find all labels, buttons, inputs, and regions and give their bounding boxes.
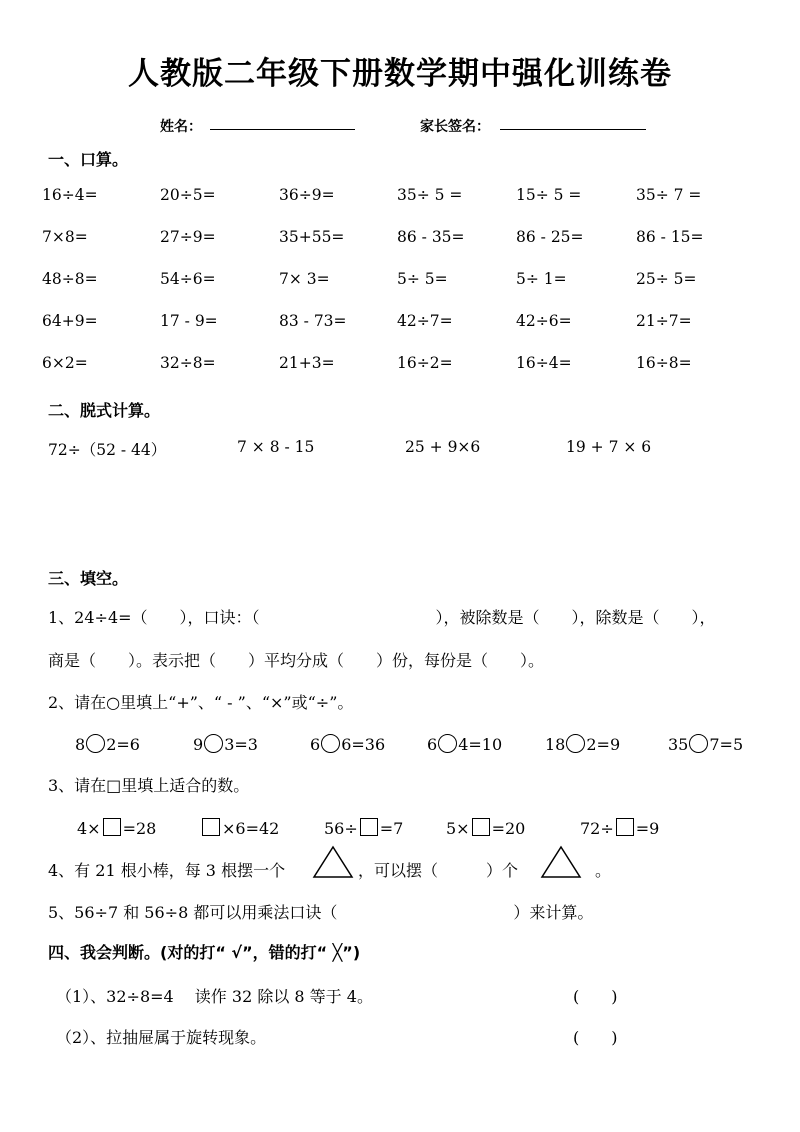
oral-calc-item: 25÷ 5= <box>636 270 697 288</box>
box-item: 72÷ =9 <box>580 819 660 838</box>
oral-calc-item: 54÷6= <box>160 270 216 288</box>
circle-item: 8 2=6 <box>75 735 140 754</box>
operator-circle[interactable] <box>86 734 105 753</box>
answer-box[interactable] <box>360 818 378 836</box>
circle-item: 9 3=3 <box>193 735 258 754</box>
triangle-icon <box>540 845 582 879</box>
box-item: 56÷ =7 <box>324 819 404 838</box>
operator-circle[interactable] <box>566 734 585 753</box>
judge-item-1: （1）、32÷8=4 读作 32 除以 8 等于 4。 <box>56 987 373 1006</box>
fill-q4-part3: 。 <box>595 861 612 880</box>
oral-calc-item: 16÷4= <box>516 354 572 372</box>
oral-calc-item: 7× 3= <box>279 270 330 288</box>
operator-circle[interactable] <box>438 734 457 753</box>
circle-item: 6 6=36 <box>310 735 386 754</box>
calc-item: 72÷（52 - 44） <box>48 441 167 459</box>
fill-q4-part2: ，可以摆（ ）个 <box>358 861 519 880</box>
oral-calc-item: 86 - 25= <box>516 228 584 246</box>
fill-q3-prompt: 3、请在□里填上适合的数。 <box>48 776 250 795</box>
answer-box[interactable] <box>103 818 121 836</box>
operator-circle[interactable] <box>689 734 708 753</box>
section-1-heading: 一、口算。 <box>48 150 129 169</box>
operator-circle[interactable] <box>321 734 340 753</box>
oral-calc-item: 7×8= <box>42 228 88 246</box>
calc-item: 7 × 8 - 15 <box>237 438 315 456</box>
oral-calc-item: 35÷ 5 = <box>397 186 463 204</box>
page-title: 人教版二年级下册数学期中强化训练卷 <box>128 56 672 92</box>
box-item: 5× =20 <box>446 819 526 838</box>
oral-calc-item: 64+9= <box>42 312 98 330</box>
fill-q4-part1: 4、有 21 根小棒，每 3 根摆一个 <box>48 861 286 880</box>
circle-item: 35 7=5 <box>668 735 744 754</box>
oral-calc-item: 16÷4= <box>42 186 98 204</box>
section-3-heading: 三、填空。 <box>48 569 129 588</box>
section-2-heading: 二、脱式计算。 <box>48 401 161 420</box>
oral-calc-item: 17 - 9= <box>160 312 218 330</box>
answer-box[interactable] <box>202 818 220 836</box>
oral-calc-item: 32÷8= <box>160 354 216 372</box>
oral-calc-item: 35÷ 7 = <box>636 186 702 204</box>
name-field[interactable] <box>210 128 355 130</box>
oral-calc-item: 16÷8= <box>636 354 692 372</box>
parent-sign-field[interactable] <box>500 128 646 130</box>
fill-q2-prompt: 2、请在○里填上“+”、“ - ”、“×”或“÷”。 <box>48 693 354 712</box>
oral-calc-item: 35+55= <box>279 228 345 246</box>
fill-q1-line1: 1、24÷4=（ ），口诀：（ ），被除数是（ ），除数是（ ）， <box>48 608 716 627</box>
judge-answer-1[interactable]: ( ) <box>573 987 618 1006</box>
oral-calc-item: 86 - 35= <box>397 228 465 246</box>
operator-circle[interactable] <box>204 734 223 753</box>
oral-calc-item: 36÷9= <box>279 186 335 204</box>
box-item: ×6=42 <box>200 818 279 838</box>
fill-q1-line2: 商是（ ）。表示把（ ）平均分成（ ）份，每份是（ ）。 <box>48 651 545 670</box>
oral-calc-item: 5÷ 1= <box>516 270 567 288</box>
calc-item: 25 + 9×6 <box>405 438 481 456</box>
triangle-icon <box>312 845 354 879</box>
oral-calc-item: 16÷2= <box>397 354 453 372</box>
oral-calc-item: 42÷6= <box>516 312 572 330</box>
section-4-heading: 四、我会判断。(对的打“ √”，错的打“ ╳”) <box>48 943 361 962</box>
box-item: 4× =28 <box>77 819 157 838</box>
judge-answer-2[interactable]: ( ) <box>573 1028 618 1047</box>
answer-box[interactable] <box>472 818 490 836</box>
oral-calc-item: 48÷8= <box>42 270 98 288</box>
calc-item: 19 + 7 × 6 <box>566 438 652 456</box>
oral-calc-item: 21+3= <box>279 354 335 372</box>
circle-item: 6 4=10 <box>427 735 503 754</box>
oral-calc-item: 21÷7= <box>636 312 692 330</box>
judge-item-2: （2）、拉抽屉属于旋转现象。 <box>56 1028 267 1047</box>
oral-calc-item: 6×2= <box>42 354 88 372</box>
oral-calc-item: 15÷ 5 = <box>516 186 582 204</box>
oral-calc-item: 42÷7= <box>397 312 453 330</box>
answer-box[interactable] <box>616 818 634 836</box>
oral-calc-item: 5÷ 5= <box>397 270 448 288</box>
circle-item: 18 2=9 <box>545 735 621 754</box>
oral-calc-item: 27÷9= <box>160 228 216 246</box>
name-label: 姓名： <box>160 119 202 135</box>
oral-calc-item: 86 - 15= <box>636 228 704 246</box>
fill-q5: 5、56÷7 和 56÷8 都可以用乘法口诀（ ）来计算。 <box>48 903 594 922</box>
oral-calc-item: 20÷5= <box>160 186 216 204</box>
oral-calc-item: 83 - 73= <box>279 312 347 330</box>
parent-sign-label: 家长签名： <box>420 119 490 135</box>
